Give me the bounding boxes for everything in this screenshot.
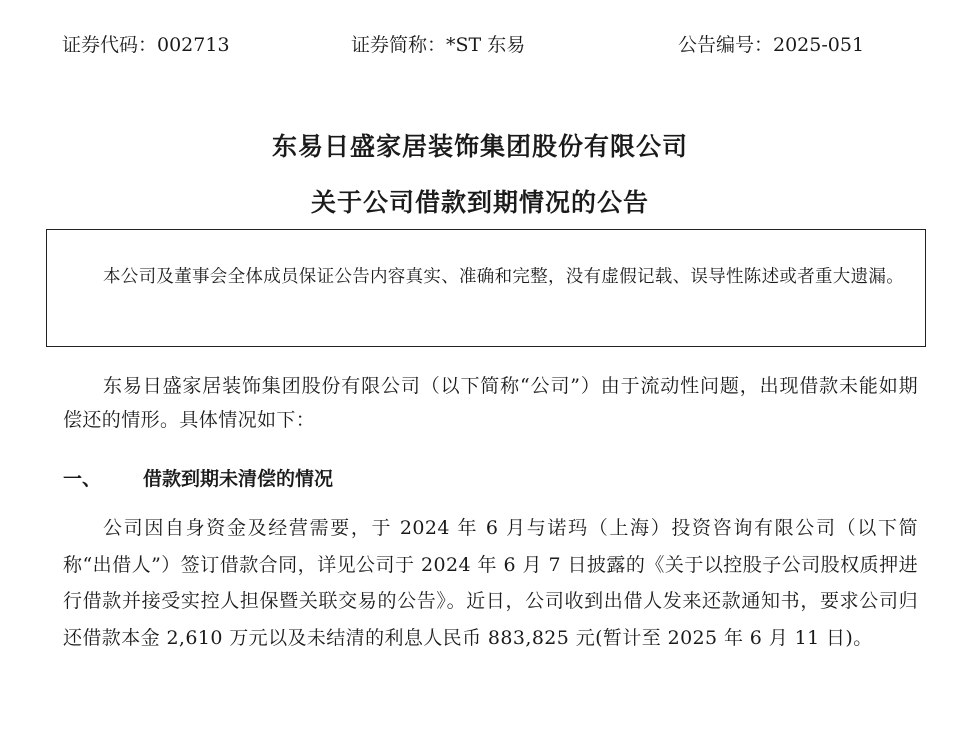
board-statement-text: 本公司及董事会全体成员保证公告内容真实、准确和完整，没有虚假记载、误导性陈述或者重大遗漏。 <box>103 267 904 287</box>
company-title: 东易日盛家居装饰集团股份有限公司 <box>271 132 688 161</box>
section-body-paragraph: 公司因自身资金及经营需要，于 2024 年 6 月与诺玛（上海）投资咨询有限公司（以下简称“出借人”）签订借款合同，详见公司于 2024 年 6 月 7 日披露的《关于以控股子公司股权质押进行借款并接受实控人担保暨关联交易的公告》。近日，公司收到出借人发来还款通知书，要求公司归还借款本金 2,610 万元以及未结清的利息人民币 883,825 元(暂计至 2025 年 6 月 11 日)。 <box>63 517 918 649</box>
board-statement-box <box>46 229 926 347</box>
section-title: 借款到期未清偿的情况 <box>143 468 334 490</box>
section-number: 一、 <box>63 468 102 490</box>
announcement-header <box>0 30 960 60</box>
stock-code: 证券代码：002713 <box>62 34 230 56</box>
notice-title: 关于公司借款到期情况的公告 <box>310 188 649 217</box>
notice-number: 公告编号：2025-051 <box>678 34 865 56</box>
intro-paragraph: 东易日盛家居装饰集团股份有限公司（以下简称“公司”）由于流动性问题，出现借款未能如期偿还的情形。具体情况如下： <box>63 375 918 431</box>
stock-abbreviation: 证券简称：*ST 东易 <box>351 34 526 56</box>
